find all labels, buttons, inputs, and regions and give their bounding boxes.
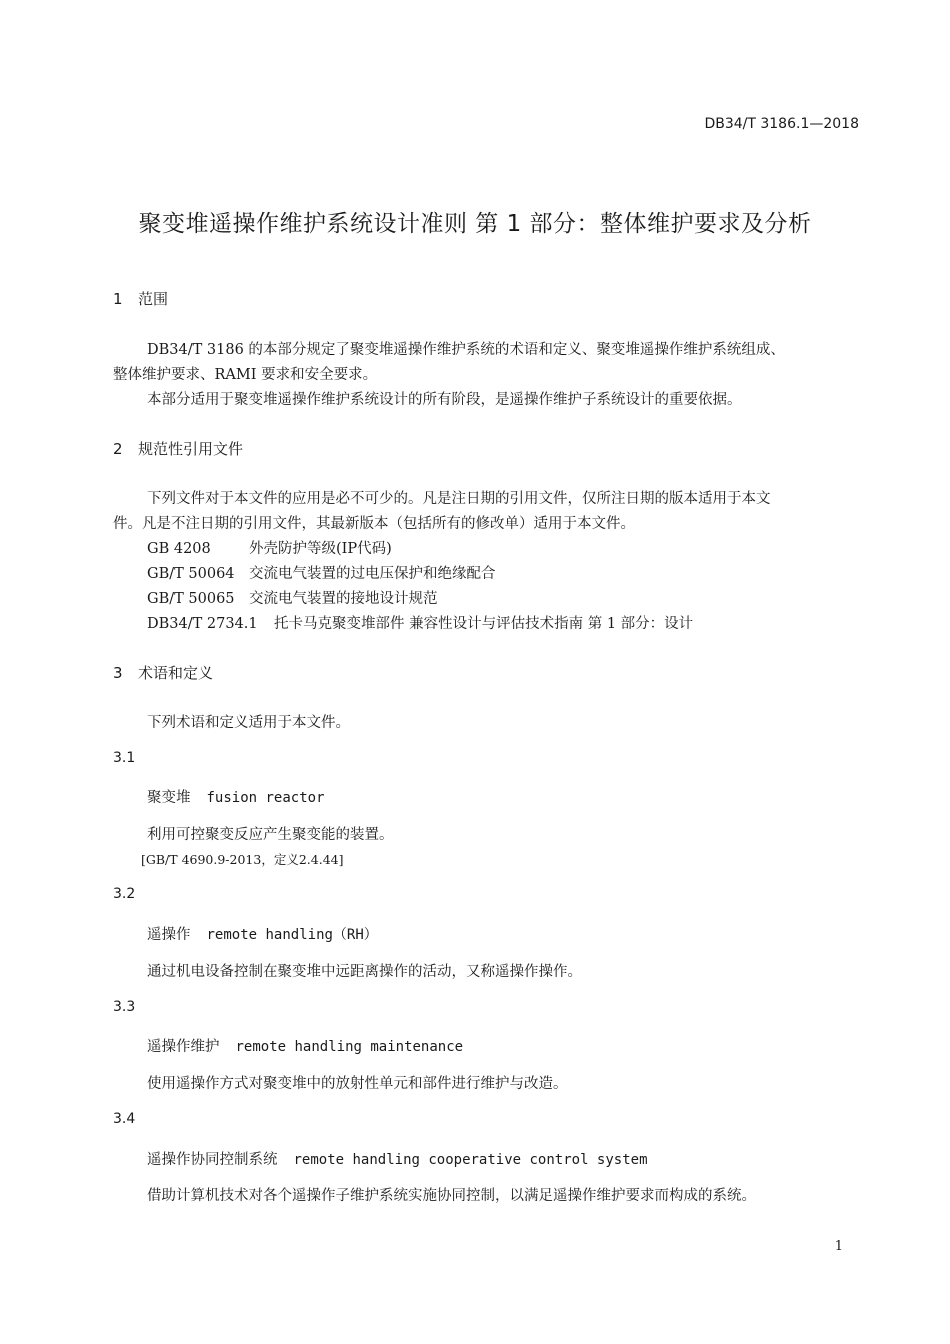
reference-title: 外壳防护等级(IP代码) bbox=[249, 541, 392, 557]
term-definition: 使用遥操作方式对聚变堆中的放射性单元和部件进行维护与改造。 bbox=[147, 1076, 568, 1092]
term-definition: 借助计算机技术对各个遥操作子维护系统实施协同控制，以满足遥操作维护要求而构成的系统。 bbox=[147, 1188, 756, 1204]
term-heading bbox=[147, 1035, 463, 1056]
term-number: 3.3 bbox=[113, 999, 136, 1015]
section-3-intro: 下列术语和定义适用于本文件。 bbox=[147, 715, 350, 731]
section-2-para1-line2: 件。凡是不注日期的引用文件，其最新版本（包括所有的修改单）适用于本文件。 bbox=[113, 516, 635, 532]
term-number: 3.4 bbox=[113, 1111, 136, 1127]
term-heading bbox=[147, 786, 325, 807]
document-code: DB34/T 3186.1—2018 bbox=[704, 116, 859, 132]
term-en: remote handling（RH） bbox=[206, 927, 378, 943]
term-en: remote handling cooperative control system bbox=[293, 1152, 648, 1168]
reference-code: GB 4208 bbox=[147, 541, 211, 557]
reference-code: GB/T 50065 bbox=[147, 591, 235, 607]
reference-code: DB34/T 2734.1 bbox=[147, 616, 258, 632]
section-1-para1-line1: DB34/T 3186 的本部分规定了聚变堆遥操作维护系统的术语和定义、聚变堆遥操作维护系统组成、 bbox=[147, 342, 785, 358]
reference-title: 交流电气装置的过电压保护和绝缘配合 bbox=[249, 566, 496, 582]
term-heading bbox=[147, 1148, 648, 1169]
reference-item bbox=[147, 537, 392, 558]
section-number: 1 bbox=[113, 290, 123, 308]
term-en: fusion reactor bbox=[206, 790, 325, 806]
term-zh: 遥操作维护 bbox=[147, 1039, 220, 1055]
term-zh: 聚变堆 bbox=[147, 790, 191, 806]
section-1-heading bbox=[113, 288, 168, 309]
section-1-para2: 本部分适用于聚变堆遥操作维护系统设计的所有阶段，是遥操作维护子系统设计的重要依据。 bbox=[147, 392, 742, 408]
page-number: 1 bbox=[834, 1239, 843, 1254]
section-title: 规范性引用文件 bbox=[138, 440, 244, 458]
term-zh: 遥操作 bbox=[147, 927, 191, 943]
reference-title: 托卡马克聚变堆部件 兼容性设计与评估技术指南 第 1 部分：设计 bbox=[274, 616, 694, 632]
term-number: 3.2 bbox=[113, 886, 136, 902]
document-title: 聚变堆遥操作维护系统设计准则 第 1 部分：整体维护要求及分析 bbox=[138, 211, 812, 237]
reference-item bbox=[147, 587, 438, 608]
reference-item bbox=[147, 562, 496, 583]
term-definition: 利用可控聚变反应产生聚变能的装置。 bbox=[147, 827, 394, 843]
section-title: 术语和定义 bbox=[138, 664, 214, 682]
reference-code: GB/T 50064 bbox=[147, 566, 235, 582]
reference-item bbox=[147, 612, 693, 633]
section-number: 2 bbox=[113, 440, 123, 458]
section-number: 3 bbox=[113, 664, 123, 682]
term-definition: 通过机电设备控制在聚变堆中远距离操作的活动，又称遥操作操作。 bbox=[147, 964, 582, 980]
section-2-heading bbox=[113, 438, 243, 459]
section-3-heading bbox=[113, 662, 213, 683]
term-number: 3.1 bbox=[113, 750, 136, 766]
section-title: 范围 bbox=[138, 290, 169, 308]
reference-title: 交流电气装置的接地设计规范 bbox=[249, 591, 438, 607]
term-heading bbox=[147, 923, 378, 944]
term-source: [GB/T 4690.9-2013，定义2.4.44] bbox=[141, 852, 344, 867]
term-zh: 遥操作协同控制系统 bbox=[147, 1152, 278, 1168]
term-en: remote handling maintenance bbox=[235, 1039, 464, 1055]
section-2-para1-line1: 下列文件对于本文件的应用是必不可少的。凡是注日期的引用文件，仅所注日期的版本适用于本文 bbox=[147, 491, 771, 507]
section-1-para1-line2: 整体维护要求、RAMI 要求和安全要求。 bbox=[113, 367, 378, 383]
